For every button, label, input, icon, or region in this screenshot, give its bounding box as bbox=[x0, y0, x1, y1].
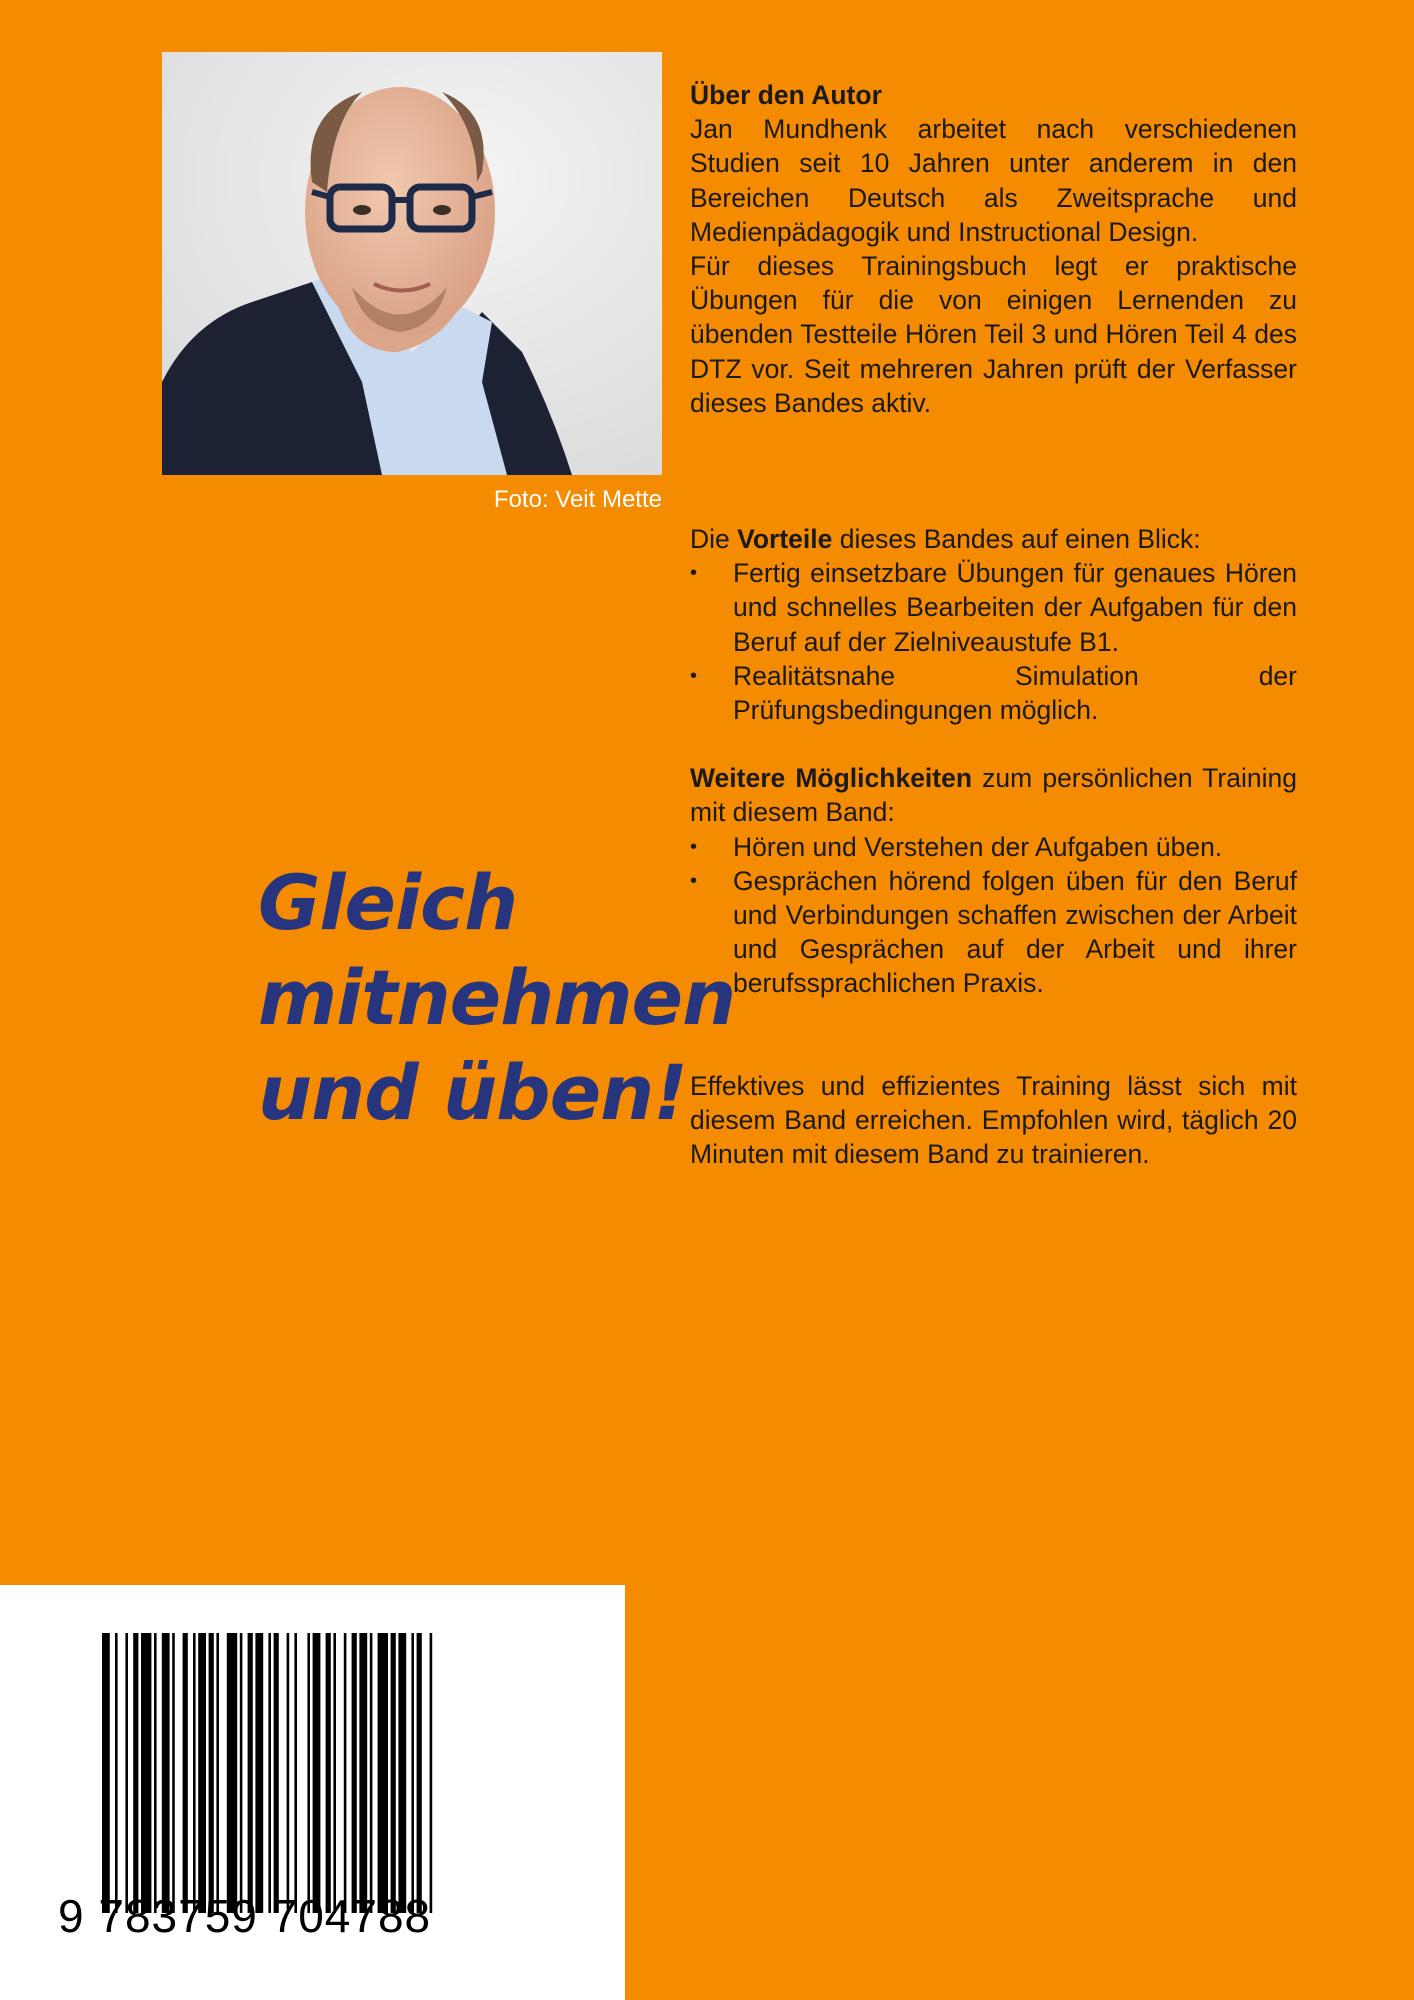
more-intro bbox=[690, 761, 1297, 829]
list-item: • Hören und Verstehen der Aufgaben üben. bbox=[690, 830, 1297, 864]
slogan-line-2: mitnehmen bbox=[258, 953, 736, 1042]
author-photo bbox=[162, 52, 662, 475]
more-intro-bold: Weitere Möglichkeiten bbox=[690, 763, 973, 794]
about-paragraph-1: Jan Mundhenk arbeitet nach verschiedenen Studien seit 10 Jahren unter anderem in den Bereichen Deutsch als Zweitsprache und Medienpädagogik und Instructional Design. bbox=[690, 114, 1297, 247]
advantages-intro-post: dieses Bandes auf einen Blick: bbox=[832, 524, 1201, 555]
more-intro-post: zum persönlichen Training mit diesem Band: bbox=[690, 763, 1297, 828]
slogan-line-3: und üben! bbox=[258, 1048, 687, 1137]
isbn-number: 9 783759 704788 bbox=[58, 1890, 432, 1942]
closing-paragraph: Effektives und effizientes Training lässt sich mit diesem Band erreichen. Empfohlen wird, täglich 20 Minuten mit diesem Band zu trainieren. bbox=[690, 1070, 1297, 1170]
more-list bbox=[690, 830, 1297, 1001]
list-item: • Gesprächen hörend folgen üben für den Beruf und Verbindungen schaffen zwischen der Arbeit und Gesprächen auf der Arbeit und ihrer berufssprachlichen Praxis. bbox=[690, 864, 1297, 1001]
barcode-icon bbox=[58, 1633, 478, 1913]
about-paragraph-2: Für dieses Trainingsbuch legt er praktische Übungen für die von einigen Lernenden zu übenden Testteile Hören Teil 3 und Hören Teil 4 des DTZ vor. Seit mehreren Jahren prüft der Verfasser dieses Bandes aktiv. bbox=[690, 251, 1297, 418]
slogan bbox=[258, 855, 736, 1140]
photo-caption: Foto: Veit Mette bbox=[493, 486, 662, 513]
list-item: • Realitätsnahe Simulation der Prüfungsbedingungen möglich. bbox=[690, 659, 1297, 727]
slogan-line-1: Gleich bbox=[258, 858, 518, 947]
list-item: • Fertig einsetzbare Übungen für genaues Hören und schnelles Bearbeiten der Aufgaben für den Beruf auf der Zielniveaustufe B1. bbox=[690, 556, 1297, 659]
advantages-list bbox=[690, 556, 1297, 727]
advantages-intro-pre: Die bbox=[690, 524, 738, 555]
advantages-intro bbox=[690, 522, 1297, 556]
advantages-intro-bold: Vorteile bbox=[737, 524, 833, 555]
author-portrait bbox=[162, 52, 662, 475]
back-cover-text bbox=[690, 78, 1297, 1171]
about-heading: Über den Autor bbox=[690, 80, 882, 110]
